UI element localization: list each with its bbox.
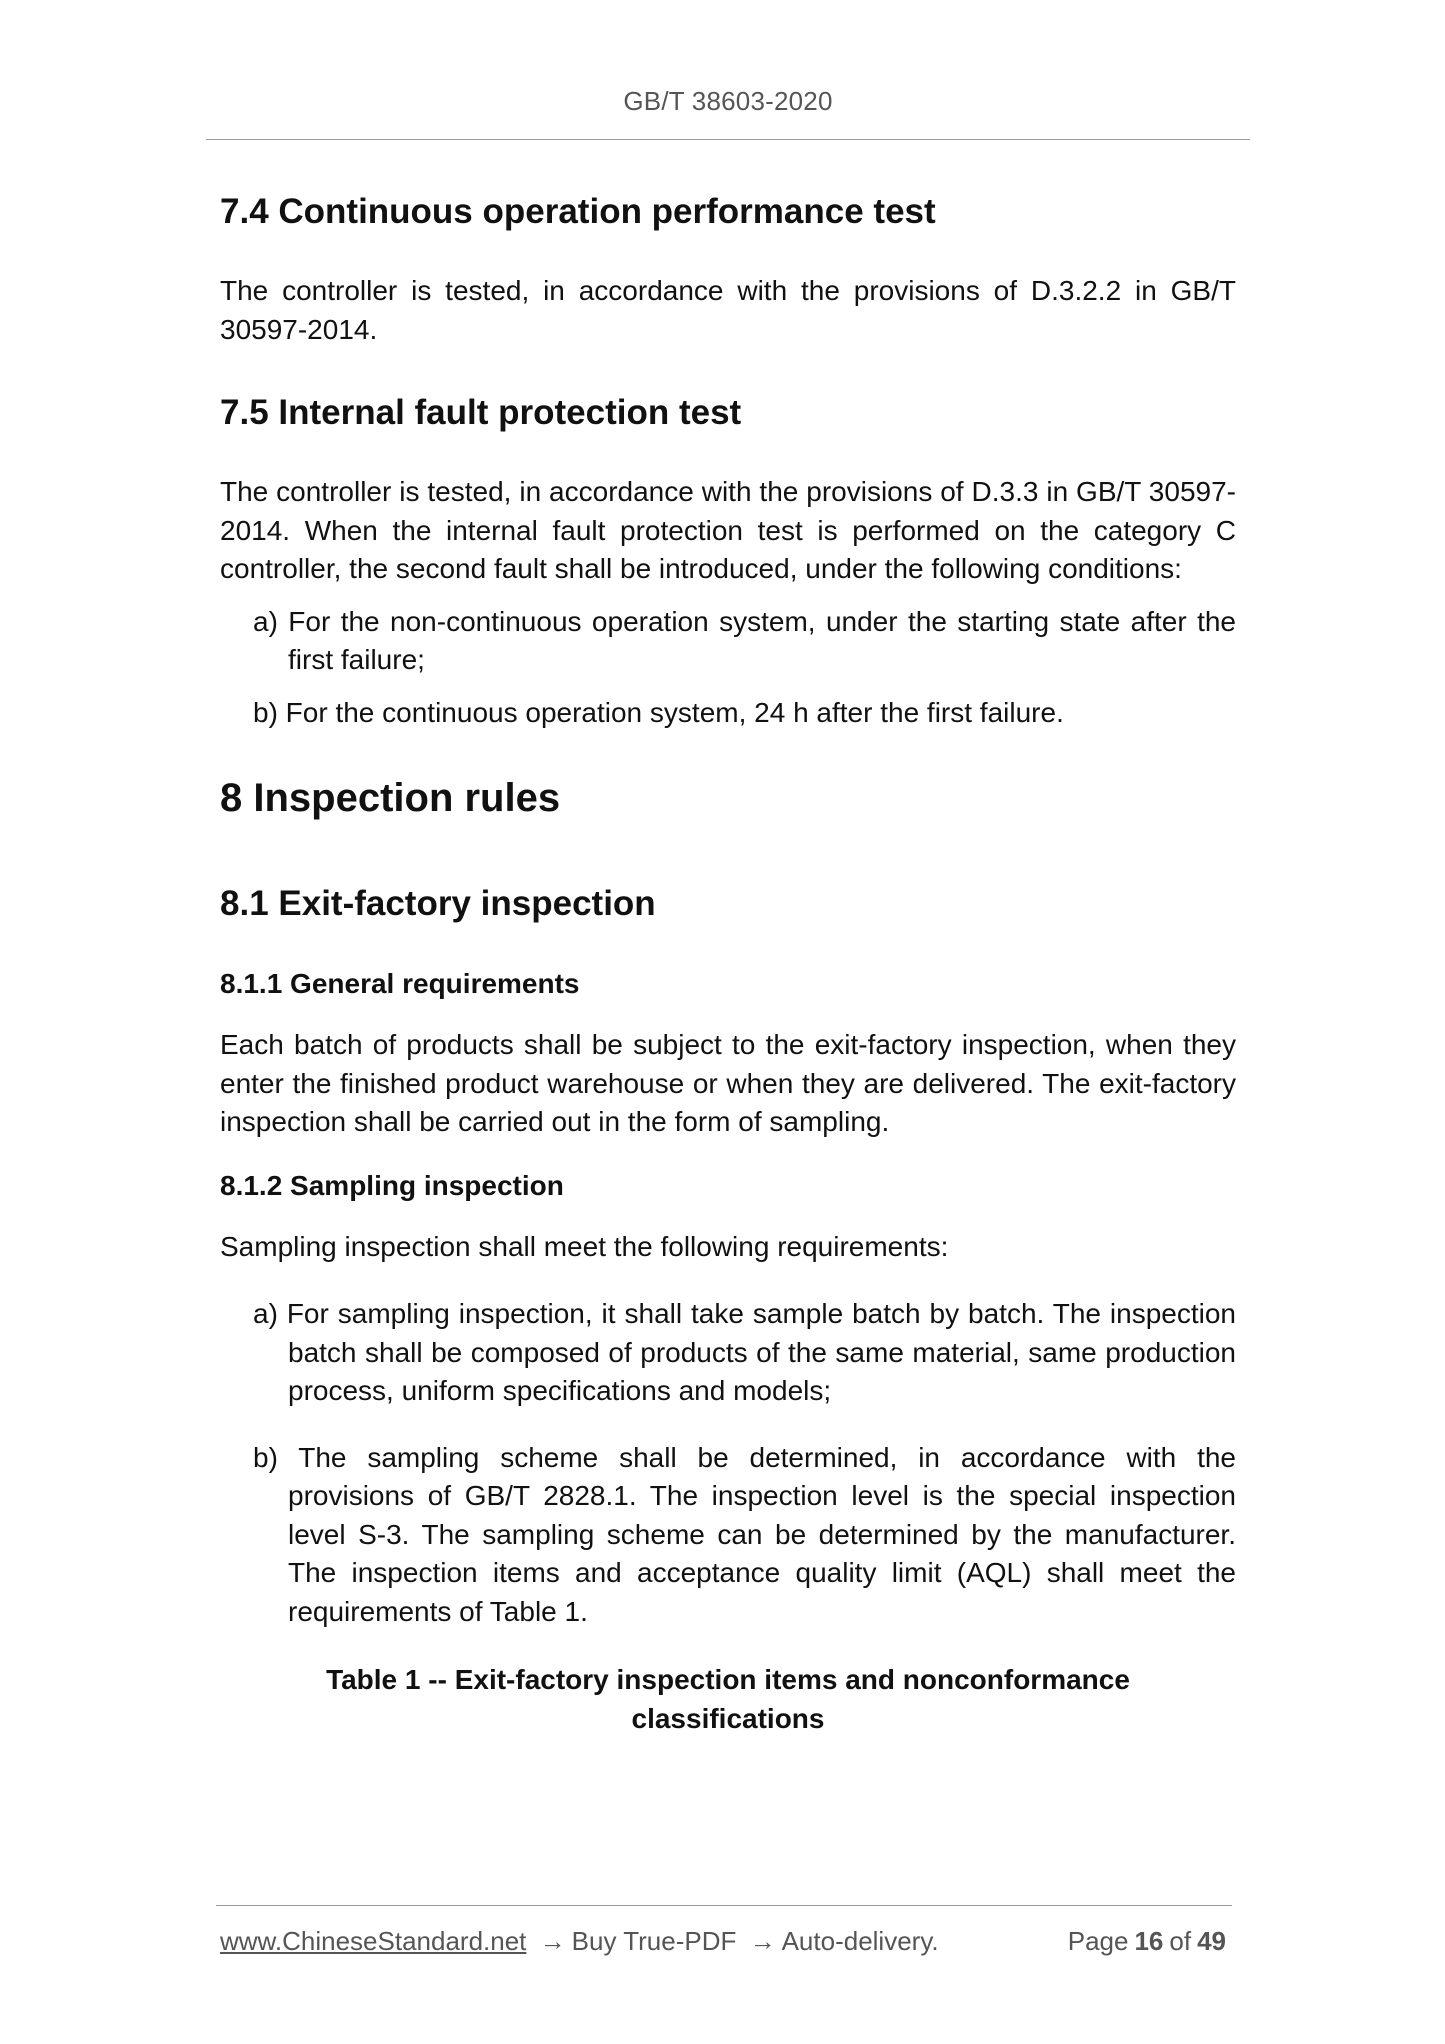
page-body bbox=[220, 182, 1236, 1738]
list-item-8-1-2-a: a) For sampling inspection, it shall take sample batch by batch. The inspection batch shall be composed of products of the same material, same production process, uniform specifications and models; bbox=[253, 1298, 1236, 1406]
heading-8-1-2: 8.1.2 Sampling inspection bbox=[220, 1169, 564, 1201]
current-page: 16 bbox=[1134, 1926, 1164, 1956]
buy-text: Buy True-PDF bbox=[571, 1926, 737, 1956]
footer-divider bbox=[216, 1905, 1232, 1906]
page-footer bbox=[220, 1926, 1232, 1957]
list-item-7-5-a: a) For the non-continuous operation system, under the starting state after the first failure; bbox=[253, 605, 1236, 675]
heading-7-4: 7.4 Continuous operation performance test bbox=[220, 192, 936, 231]
delivery-text: Auto-delivery. bbox=[781, 1926, 939, 1956]
paragraph-8-1-2: Sampling inspection shall meet the following requirements: bbox=[220, 1230, 949, 1262]
heading-7-5: 7.5 Internal fault protection test bbox=[220, 393, 742, 432]
heading-8-1: 8.1 Exit-factory inspection bbox=[220, 884, 656, 923]
document-id-header: GB/T 38603-2020 bbox=[623, 86, 833, 116]
paragraph-7-4: The controller is tested, in accordance with the provisions of D.3.2.2 in GB/T 30597-2014. bbox=[220, 275, 1236, 345]
arrow-right-icon: → bbox=[749, 1926, 776, 1956]
heading-8-1-1: 8.1.1 General requirements bbox=[220, 968, 580, 999]
header-divider bbox=[206, 139, 1250, 140]
page-number bbox=[1068, 1926, 1232, 1957]
footer-promo bbox=[220, 1926, 939, 1957]
of-word: of bbox=[1169, 1926, 1192, 1956]
total-pages: 49 bbox=[1197, 1926, 1226, 1956]
heading-8: 8 Inspection rules bbox=[220, 776, 561, 820]
paragraph-7-5: The controller is tested, in accordance with the provisions of D.3.3 in GB/T 30597-2014. When the internal fault protection test is performed on the category C controller, the second fault shall be introduced, under the following conditions: bbox=[220, 476, 1236, 584]
paragraph-8-1-1: Each batch of products shall be subject to the exit-factory inspection, when they enter the finished product warehouse or when they are delivered. The exit-factory inspection shall be carried out in the form of sampling. bbox=[220, 1029, 1236, 1137]
list-item-8-1-2-b: b) The sampling scheme shall be determined, in accordance with the provisions of GB/T 2828.1. The inspection level is the special inspection level S-3. The sampling scheme can be determined by the manufacturer. The inspection items and acceptance quality limit (AQL) shall meet the requirements of Table 1. bbox=[253, 1441, 1236, 1627]
website-link[interactable]: www.ChineseStandard.net bbox=[220, 1926, 527, 1956]
table-1-caption: Table 1 -- Exit-factory inspection items and nonconformance classifications bbox=[326, 1664, 1130, 1734]
page-word: Page bbox=[1067, 1926, 1129, 1956]
arrow-right-icon: → bbox=[539, 1926, 566, 1956]
list-item-7-5-b: b) For the continuous operation system, 24 h after the first failure. bbox=[253, 696, 1064, 728]
